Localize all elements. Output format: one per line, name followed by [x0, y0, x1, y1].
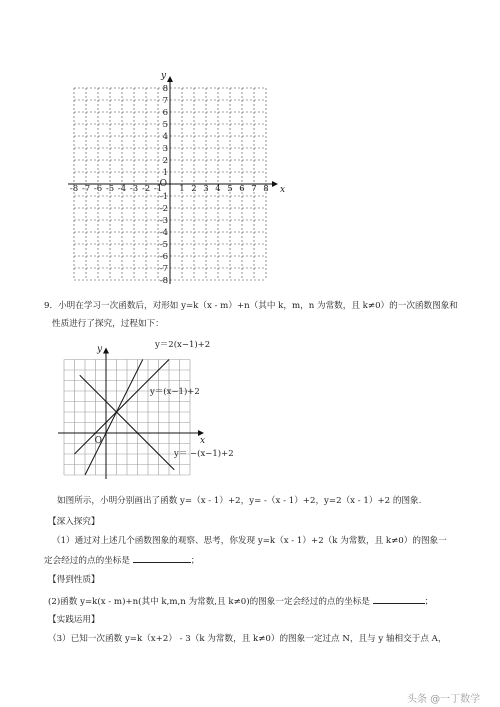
y-axis-arrow [167, 76, 173, 82]
section-title-deep-explore: 【深入探究】 [48, 517, 100, 527]
problem-graph-function-lines [75, 360, 175, 476]
y-tick-label: -3 [159, 216, 168, 226]
x-tick-label: -4 [117, 184, 127, 194]
question-2-line [48, 594, 488, 608]
watermark: 头条 @一丁数学 [407, 694, 481, 705]
y-tick-label: -1 [159, 192, 168, 202]
x-tick-label: 5 [227, 184, 233, 194]
problem-9-intro-line2: 性质进行了探究，过程如下： [52, 319, 164, 329]
x-axis-arrow [272, 181, 278, 187]
question-1-line2 [44, 553, 484, 567]
y-axis-label: y [161, 71, 167, 81]
y-tick-label: 1 [162, 168, 168, 178]
x-tick-label: 3 [203, 184, 209, 194]
y-tick-label: -8 [159, 276, 168, 286]
x-tick-label: -5 [105, 184, 115, 194]
y-tick-label: 4 [162, 132, 168, 142]
line1-label: y＝2(x−1)+2 [155, 340, 211, 350]
line2-label: y＝(x−1)+2 [150, 387, 200, 397]
question-3-line: （3）已知一次函数 y=k（x+2） - 3（k 为常数，且 k≠0）的图象一定过点 N，且与 y 轴相交于点 A， [48, 634, 447, 644]
y-tick-label: 2 [162, 156, 168, 166]
line-y-2x-minus1-plus2 [85, 360, 143, 476]
line-y-x-minus1-plus2 [75, 360, 170, 455]
problem-number: 9． [44, 301, 59, 311]
x-tick-label: -6 [93, 184, 103, 194]
after-graph-text: 如图所示，小明分别画出了函数 y=（x - 1）+2，y= -（x - 1）+2，y=2（x - 1）+2 的图象. [57, 496, 422, 506]
y-tick-label: -5 [159, 240, 168, 250]
graph-y-label: y [97, 344, 103, 355]
y-tick-label: -7 [159, 264, 168, 274]
question-2-end: ； [424, 597, 434, 607]
y-tick-label: 8 [162, 84, 168, 94]
y-tick-label: -6 [159, 252, 168, 262]
coordinate-grid [55, 55, 300, 295]
answer-blank-1[interactable] [133, 553, 191, 563]
x-tick-label: -7 [81, 184, 91, 194]
question-1-line1: （1）通过对上述几个函数图象的观察、思考，你发现 y=k（x - 1）+2（k 为常数，且 k≠0）的图象一 [52, 536, 447, 546]
y-tick-label: -4 [159, 228, 168, 238]
y-tick-label: 6 [162, 108, 168, 118]
y-tick-label: 3 [162, 144, 168, 154]
x-tick-label: -8 [69, 184, 79, 194]
question-1-text: 定会经过的点的坐标是 [44, 556, 130, 566]
y-tick-label: 5 [162, 120, 168, 130]
x-tick-label: 7 [251, 184, 257, 194]
y-tick-label: -2 [159, 204, 168, 214]
question-2-text: (2)函数 y=k(x - m)+n(其中 k,m,n 为常数,且 k≠0)的图象一定会经过的点的坐标是 [48, 597, 370, 607]
problem-graph-grid [64, 360, 190, 476]
x-tick-label: -2 [141, 184, 151, 194]
problem-9-intro-line1 [44, 300, 484, 312]
line3-label: y＝ −(x−1)+2 [174, 449, 234, 459]
origin-label: O [159, 179, 167, 189]
grid-axes [68, 76, 278, 284]
graph-x-label: x [200, 436, 206, 446]
section-title-practice: 【实践运用】 [48, 615, 100, 625]
graph-y-arrow [103, 348, 109, 354]
question-1-end: ； [190, 556, 200, 566]
x-tick-label: 2 [191, 184, 197, 194]
x-tick-label: -1 [153, 184, 163, 194]
problem-graph [55, 335, 255, 480]
problem-intro-text-1: 小明在学习一次函数后，对形如 y=k（x - m）+n（其中 k，m，n 为常数，且 k≠0）的一次函数图象和 [58, 301, 458, 311]
section-title-properties: 【得到性质】 [48, 575, 100, 585]
grid-tick-labels [70, 71, 285, 286]
answer-blank-2[interactable] [373, 594, 425, 604]
x-tick-label: -3 [129, 184, 139, 194]
x-tick-label: 1 [179, 184, 185, 194]
y-tick-label: 7 [162, 96, 168, 106]
problem-graph-axes [58, 348, 204, 480]
x-tick-label: 6 [239, 184, 245, 194]
graph-origin-label: O [94, 436, 102, 446]
x-axis-label: x [280, 185, 286, 195]
problem-graph-labels [95, 339, 234, 459]
x-tick-label: 4 [215, 184, 221, 194]
x-tick-label: 8 [263, 184, 269, 194]
